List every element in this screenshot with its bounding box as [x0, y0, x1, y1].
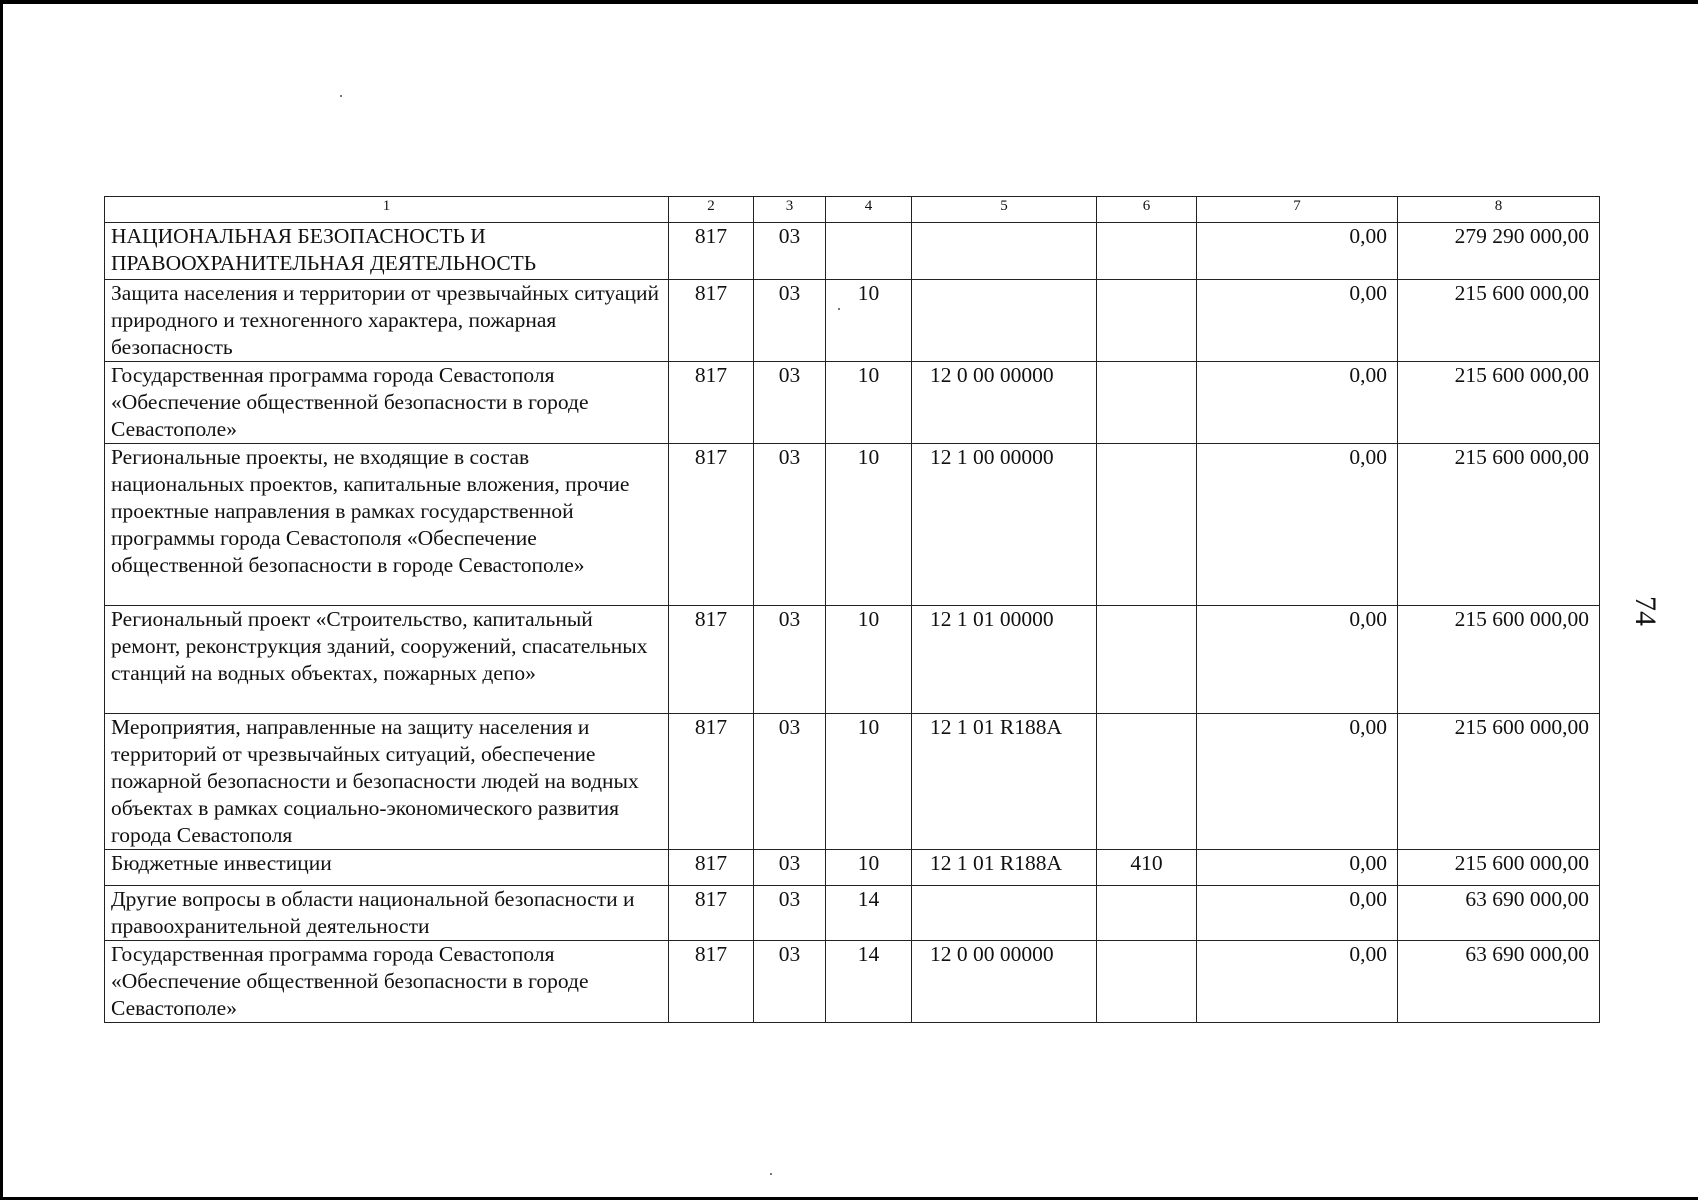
row-code-2: 817: [669, 886, 754, 941]
row-code-2: 817: [669, 850, 754, 886]
row-name: Региональный проект «Строительство, капитальный ремонт, реконструкция зданий, сооружений, спасательных станций на водных объектах, пожарных депо»: [105, 606, 669, 714]
row-name: Государственная программа города Севастополя «Обеспечение общественной безопасности в городе Севастополе»: [105, 362, 669, 444]
row-code-3: 03: [754, 886, 826, 941]
column-header: 4: [826, 197, 912, 223]
row-code-5: [912, 280, 1097, 362]
row-code-4: 10: [826, 362, 912, 444]
row-code-3: 03: [754, 444, 826, 606]
row-value-7: 0,00: [1197, 714, 1398, 850]
row-code-4: [826, 223, 912, 280]
row-name: Бюджетные инвестиции: [105, 850, 669, 886]
row-value-8: 215 600 000,00: [1398, 850, 1600, 886]
row-code-2: 817: [669, 362, 754, 444]
row-code-6: [1097, 606, 1197, 714]
row-value-8: 63 690 000,00: [1398, 941, 1600, 1023]
row-code-5: [912, 886, 1097, 941]
row-code-4: 10: [826, 850, 912, 886]
row-value-7: 0,00: [1197, 850, 1398, 886]
row-name: Мероприятия, направленные на защиту населения и территорий от чрезвычайных ситуаций, обеспечение пожарной безопасности и безопасности людей на водных объектах в рамках социально-экономического развития города Севастополя: [105, 714, 669, 850]
row-name: Другие вопросы в области национальной безопасности и правоохранительной деятельности: [105, 886, 669, 941]
table-row: [105, 941, 1600, 1023]
row-code-5: 12 1 01 R188A: [912, 714, 1097, 850]
row-code-4: 10: [826, 714, 912, 850]
row-value-8: 279 290 000,00: [1398, 223, 1600, 280]
row-code-6: [1097, 444, 1197, 606]
row-code-6: [1097, 280, 1197, 362]
row-code-3: 03: [754, 280, 826, 362]
row-code-5: 12 1 01 R188A: [912, 850, 1097, 886]
row-code-3: 03: [754, 362, 826, 444]
table-row: [105, 606, 1600, 714]
row-code-6: [1097, 941, 1197, 1023]
row-value-8: 215 600 000,00: [1398, 606, 1600, 714]
column-header: 6: [1097, 197, 1197, 223]
column-header: 2: [669, 197, 754, 223]
row-code-2: 817: [669, 606, 754, 714]
row-code-2: 817: [669, 223, 754, 280]
row-value-7: 0,00: [1197, 223, 1398, 280]
scan-speck: [340, 95, 342, 97]
row-value-8: 215 600 000,00: [1398, 444, 1600, 606]
row-value-7: 0,00: [1197, 280, 1398, 362]
column-header: 7: [1197, 197, 1398, 223]
table-row: [105, 444, 1600, 606]
row-code-6: [1097, 223, 1197, 280]
row-code-4: 10: [826, 444, 912, 606]
table-row: [105, 362, 1600, 444]
row-code-4: 14: [826, 886, 912, 941]
column-header: 5: [912, 197, 1097, 223]
column-header: 1: [105, 197, 669, 223]
table-row: [105, 280, 1600, 362]
row-code-4: 10: [826, 280, 912, 362]
row-code-3: 03: [754, 714, 826, 850]
row-value-7: 0,00: [1197, 362, 1398, 444]
row-name: Региональные проекты, не входящие в состав национальных проектов, капитальные вложения, прочие проектные направления в рамках государственной программы города Севастополя «Обеспечение общественной безопасности в городе Севастополе»: [105, 444, 669, 606]
row-value-7: 0,00: [1197, 606, 1398, 714]
row-name: Государственная программа города Севастополя «Обеспечение общественной безопасности в городе Севастополе»: [105, 941, 669, 1023]
table-row: [105, 850, 1600, 886]
scan-speck: [770, 1173, 772, 1175]
row-name: НАЦИОНАЛЬНАЯ БЕЗОПАСНОСТЬ И ПРАВООХРАНИТЕЛЬНАЯ ДЕЯТЕЛЬНОСТЬ: [105, 223, 669, 280]
table-row: [105, 714, 1600, 850]
row-code-2: 817: [669, 941, 754, 1023]
row-value-7: 0,00: [1197, 941, 1398, 1023]
row-code-5: 12 0 00 00000: [912, 941, 1097, 1023]
column-header: 8: [1398, 197, 1600, 223]
row-value-8: 215 600 000,00: [1398, 280, 1600, 362]
row-code-3: 03: [754, 606, 826, 714]
row-code-6: [1097, 362, 1197, 444]
table-row: [105, 886, 1600, 941]
row-code-3: 03: [754, 850, 826, 886]
row-code-4: 10: [826, 606, 912, 714]
row-code-6: [1097, 886, 1197, 941]
row-code-5: 12 1 00 00000: [912, 444, 1097, 606]
row-code-2: 817: [669, 714, 754, 850]
row-code-5: [912, 223, 1097, 280]
row-value-8: 215 600 000,00: [1398, 714, 1600, 850]
column-number-row: [105, 197, 1600, 223]
row-code-2: 817: [669, 280, 754, 362]
row-name: Защита населения и территории от чрезвычайных ситуаций природного и техногенного характера, пожарная безопасность: [105, 280, 669, 362]
row-code-3: 03: [754, 941, 826, 1023]
table-row: [105, 223, 1600, 280]
row-value-8: 63 690 000,00: [1398, 886, 1600, 941]
row-code-3: 03: [754, 223, 826, 280]
page-number: 74: [1629, 596, 1662, 626]
row-value-7: 0,00: [1197, 444, 1398, 606]
row-code-6: 410: [1097, 850, 1197, 886]
row-code-5: 12 0 00 00000: [912, 362, 1097, 444]
column-header: 3: [754, 197, 826, 223]
row-code-4: 14: [826, 941, 912, 1023]
row-value-7: 0,00: [1197, 886, 1398, 941]
row-value-8: 215 600 000,00: [1398, 362, 1600, 444]
scan-speck: [838, 308, 840, 310]
row-code-5: 12 1 01 00000: [912, 606, 1097, 714]
row-code-2: 817: [669, 444, 754, 606]
row-code-6: [1097, 714, 1197, 850]
budget-table: [104, 196, 1600, 1023]
